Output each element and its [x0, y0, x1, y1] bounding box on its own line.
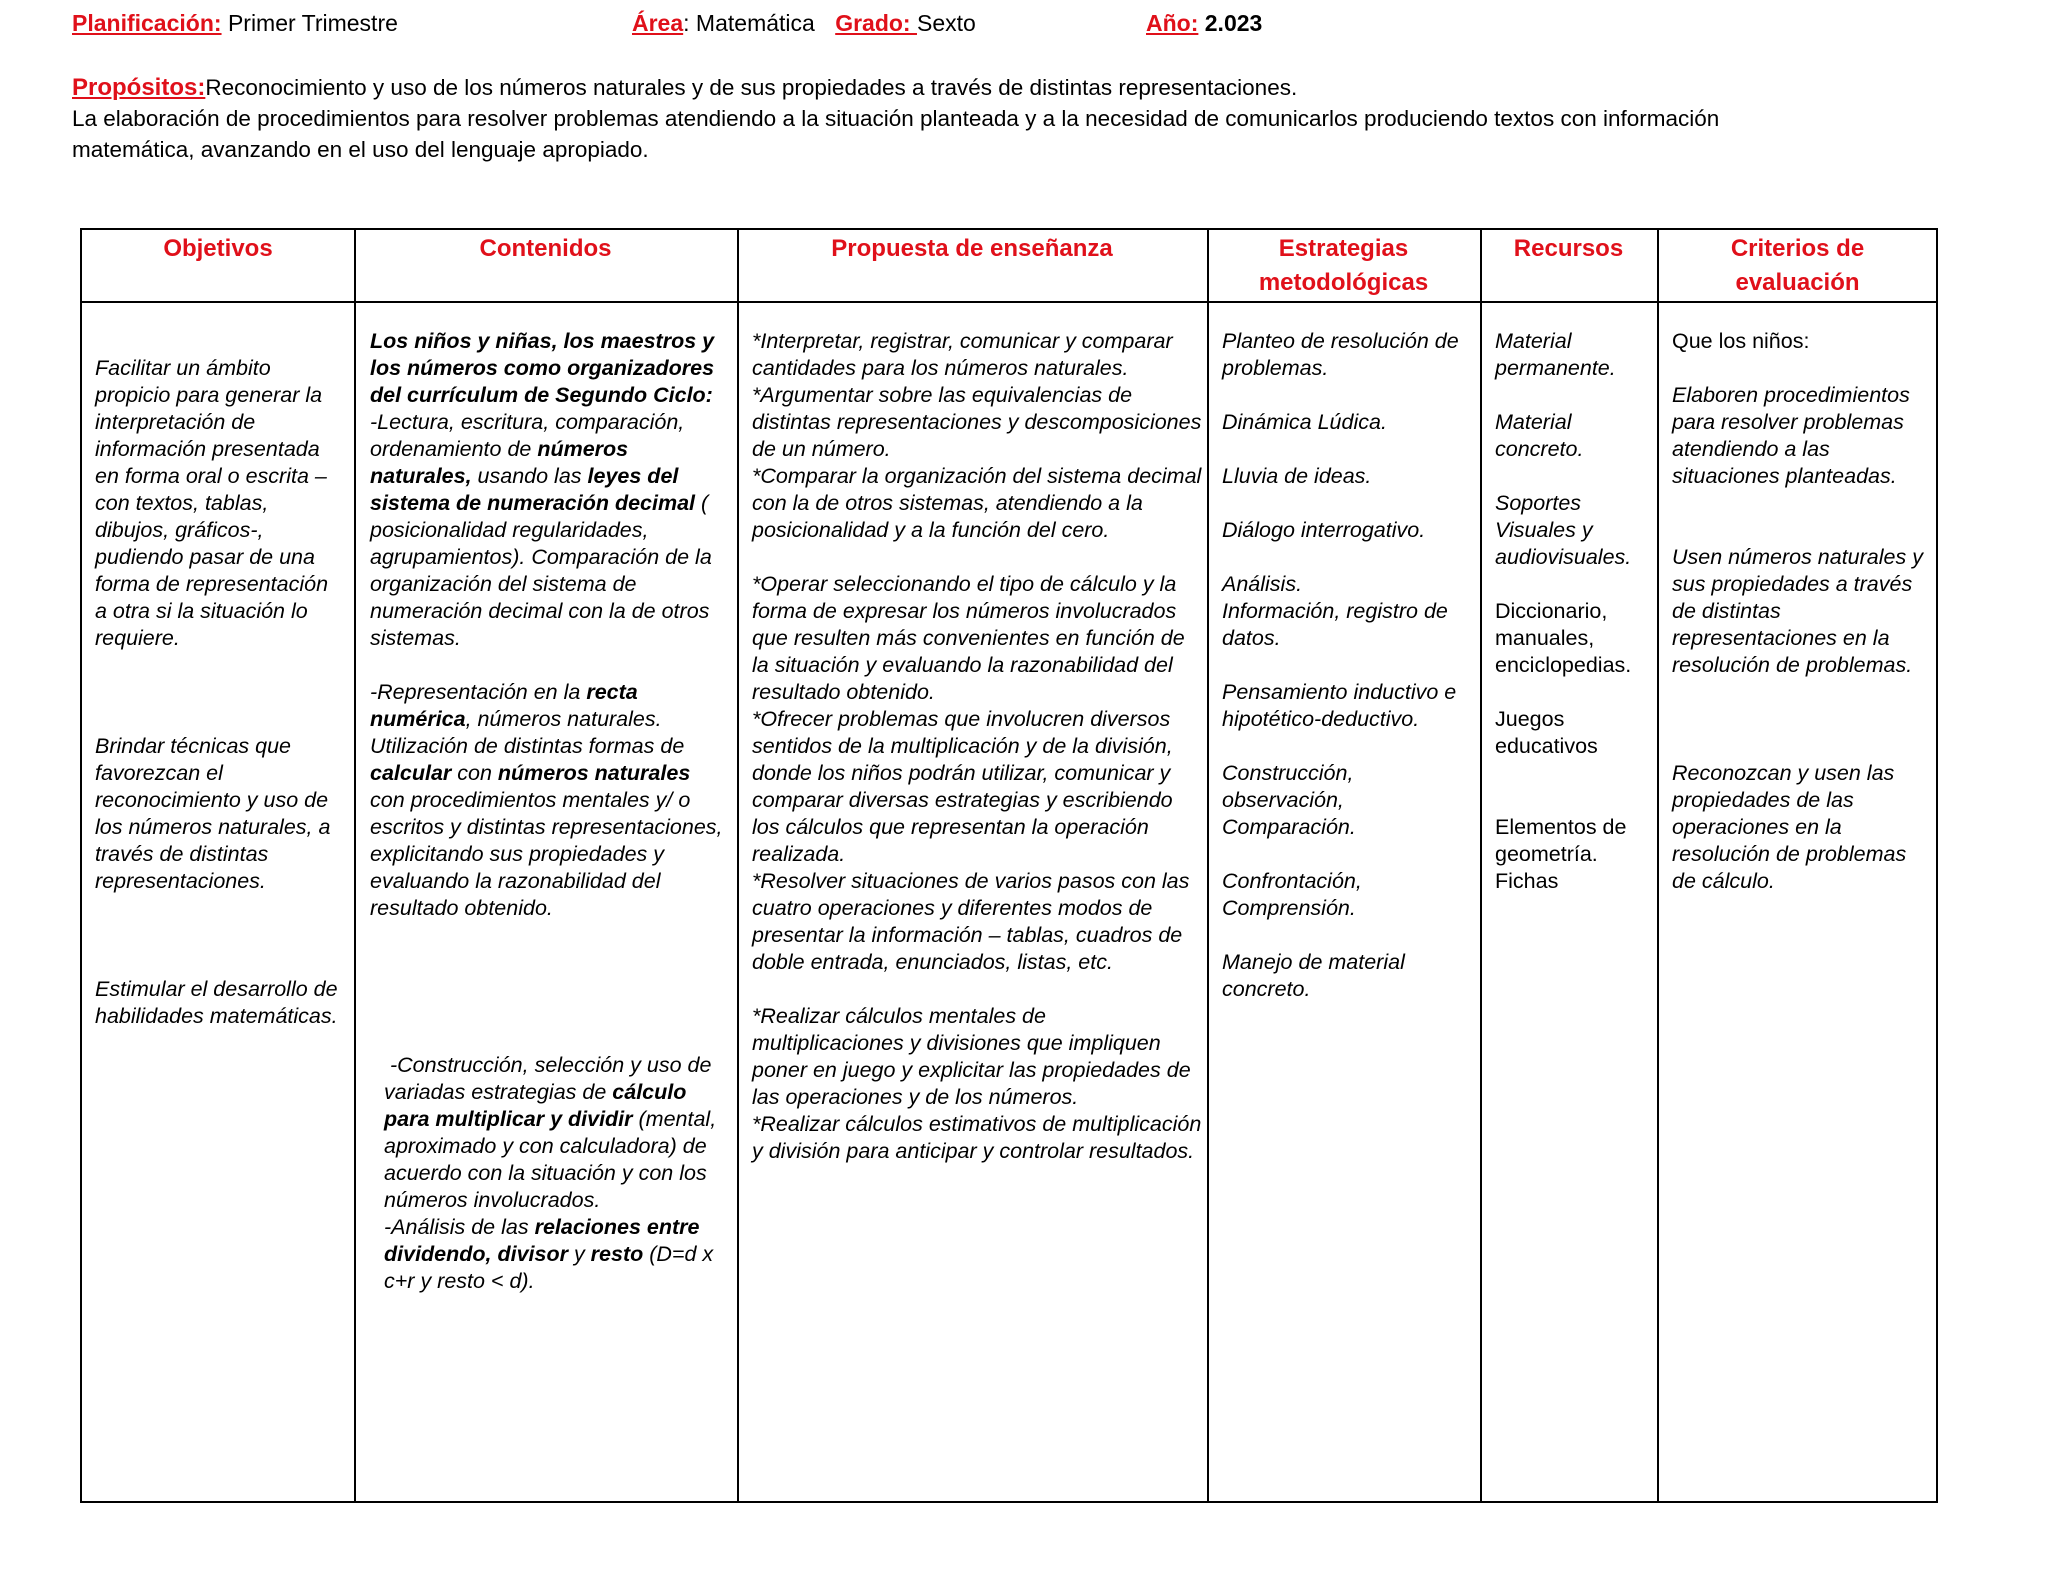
- estrategias-cell: [1222, 328, 1472, 1003]
- purposes-line-2: La elaboración de procedimientos para resolver problemas atendiendo a la situación planteada y a la necesidad de comunicarlos produciendo textos con información: [72, 106, 1720, 131]
- header-estrategias: Estrategias metodológicas: [1258, 235, 1429, 296]
- column-divider: [1480, 230, 1482, 1501]
- column-divider: [354, 230, 356, 1501]
- contenidos-intro: Los niños y niñas, los maestros y los números como organizadores del currículum de Segundo Ciclo:: [370, 329, 715, 407]
- estrategia-item: Planteo de resolución de problemas.: [1222, 329, 1459, 380]
- area-value: : Matemática: [683, 10, 815, 36]
- propuesta-item: *Interpretar, registrar, comunicar y comparar cantidades para los números naturales.: [752, 329, 1173, 380]
- header-recursos: Recursos: [1513, 235, 1624, 262]
- propuesta-item: *Argumentar sobre las equivalencias de distintas representaciones y descomposiciones de un número.: [752, 383, 1202, 461]
- planificacion-group: [72, 6, 398, 40]
- header-contenidos: Contenidos: [479, 235, 612, 262]
- estrategia-item: Diálogo interrogativo.: [1222, 518, 1426, 542]
- grado-label: Grado:: [835, 10, 917, 36]
- planificacion-value: Primer Trimestre: [227, 10, 398, 36]
- recurso-item: Diccionario, manuales, enciclopedias.: [1495, 599, 1632, 677]
- propuesta-item: *Comparar la organización del sistema decimal con la de otros sistemas, atendiendo a la posicionalidad y a la función del cero.: [752, 464, 1202, 542]
- purposes-line-1: Reconocimiento y uso de los números naturales y de sus propiedades a través de distintas representaciones.: [205, 75, 1298, 100]
- grado-value: Sexto: [916, 10, 976, 36]
- planificacion-label: Planificación:: [72, 10, 222, 36]
- purposes-line-3: matemática, avanzando en el uso del lenguaje apropiado.: [72, 137, 649, 162]
- criterio-item: Usen números naturales y sus propiedades a través de distintas representaciones en la resolución de problemas.: [1672, 545, 1923, 677]
- document-header: [72, 6, 2032, 40]
- objetivo-item: Brindar técnicas que favorezcan el reconocimiento y uso de los números naturales, a través de distintas representaciones.: [95, 734, 331, 893]
- objetivo-item: Estimular el desarrollo de habilidades matemáticas.: [95, 977, 338, 1028]
- recurso-item: Fichas: [1495, 869, 1559, 893]
- recurso-item: Soportes Visuales y audiovisuales.: [1495, 491, 1632, 569]
- propuesta-item: *Operar seleccionando el tipo de cálculo y la forma de expresar los números involucrados que resulten más convenientes en función de la situación y evaluando la razonabilidad del resultado obtenido.: [752, 572, 1185, 704]
- criterios-cell: [1672, 328, 1930, 895]
- propuesta-item: *Realizar cálculos estimativos de multiplicación y división para anticipar y controlar resultados.: [752, 1112, 1202, 1163]
- header-objetivos: Objetivos: [163, 235, 273, 262]
- contenidos-paragraph-2: -Representación en la recta numérica, números naturales. Utilización de distintas formas de calcular con números naturales con procedimientos mentales y/ o escritos y distintas representaciones, explicitando sus propiedades y evaluando la razonabilidad del resultado obtenido.: [370, 680, 723, 920]
- propuesta-item: *Realizar cálculos mentales de multiplicaciones y divisiones que impliquen poner en juego y explicitar las propiedades de las operaciones y de los números.: [752, 1004, 1191, 1109]
- anio-label: Año:: [1146, 10, 1199, 36]
- recurso-item: Material concreto.: [1495, 410, 1584, 461]
- column-divider: [737, 230, 739, 1501]
- recursos-cell: [1495, 328, 1655, 895]
- criterio-item: Elaboren procedimientos para resolver problemas atendiendo a las situaciones planteadas.: [1672, 383, 1910, 488]
- objetivo-item: Facilitar un ámbito propicio para generar la interpretación de información presentada en forma oral o escrita –con textos, tablas, dibujos, gráficos-, pudiendo pasar de una forma de representación a otra si la situación lo requiere.: [95, 356, 329, 650]
- contenidos-paragraph-3: -Construcción, selección y uso de variadas estrategias de cálculo para multiplicar y dividir (mental, aproximado y con calculadora) de acuerdo con la situación y con los números involucrados.: [384, 1053, 723, 1212]
- estrategia-item: Lluvia de ideas.: [1222, 464, 1372, 488]
- criterio-item: Reconozcan y usen las propiedades de las operaciones en la resolución de problemas de cálculo.: [1672, 761, 1907, 893]
- propuesta-cell: [752, 328, 1202, 1165]
- objetivos-cell: [95, 355, 345, 1030]
- estrategia-item: Pensamiento inductivo e hipotético-deductivo.: [1222, 680, 1457, 731]
- recurso-item: Elementos de geometría.: [1495, 815, 1627, 866]
- recurso-item: Juegos educativos: [1495, 707, 1598, 758]
- anio-group: [1146, 6, 1262, 40]
- estrategia-item: Confrontación, Comprensión.: [1222, 869, 1362, 920]
- propuesta-item: *Ofrecer problemas que involucren diversos sentidos de la multiplicación y de la división, donde los niños podrán utilizar, comunicar y comparar diversas estrategias y escribiendo los cálculos que representan la operación realizada.: [752, 707, 1173, 866]
- column-divider: [1207, 230, 1209, 1501]
- purposes-section: [72, 72, 1972, 165]
- area-group: [632, 6, 976, 40]
- header-propuesta: Propuesta de enseñanza: [831, 235, 1113, 262]
- estrategia-item: Análisis.: [1222, 572, 1303, 596]
- propuesta-item: *Resolver situaciones de varios pasos con las cuatro operaciones y diferentes modos de presentar la información – tablas, cuadros de doble entrada, enunciados, listas, etc.: [752, 869, 1190, 974]
- estrategia-item: Manejo de material concreto.: [1222, 950, 1405, 1001]
- area-label: Área: [632, 10, 684, 36]
- estrategia-item: Información, registro de datos.: [1222, 599, 1448, 650]
- estrategia-item: Dinámica Lúdica.: [1222, 410, 1387, 434]
- recurso-item: Material permanente.: [1495, 329, 1616, 380]
- purposes-label: Propósitos:: [72, 74, 206, 101]
- header-criterios: Criterios de evaluación: [1730, 235, 1865, 296]
- contenidos-paragraph-1: -Lectura, escritura, comparación, ordenamiento de números naturales, usando las leyes del sistema de numeración decimal ( posicionalidad regularidades, agrupamientos). Comparación de la organización del sistema de numeración decimal con la de otros sistemas.: [370, 410, 712, 650]
- column-divider: [1657, 230, 1659, 1501]
- contenidos-cell: [370, 328, 730, 1295]
- criterio-intro: Que los niños:: [1672, 329, 1810, 353]
- anio-value: 2.023: [1204, 10, 1263, 36]
- planning-table: [80, 228, 1938, 1503]
- estrategia-item: Construcción, observación, Comparación.: [1222, 761, 1356, 839]
- contenidos-paragraph-4: -Análisis de las relaciones entre dividendo, divisor y resto (D=d x c+r y resto < d).: [384, 1215, 714, 1293]
- header-divider: [82, 301, 1936, 303]
